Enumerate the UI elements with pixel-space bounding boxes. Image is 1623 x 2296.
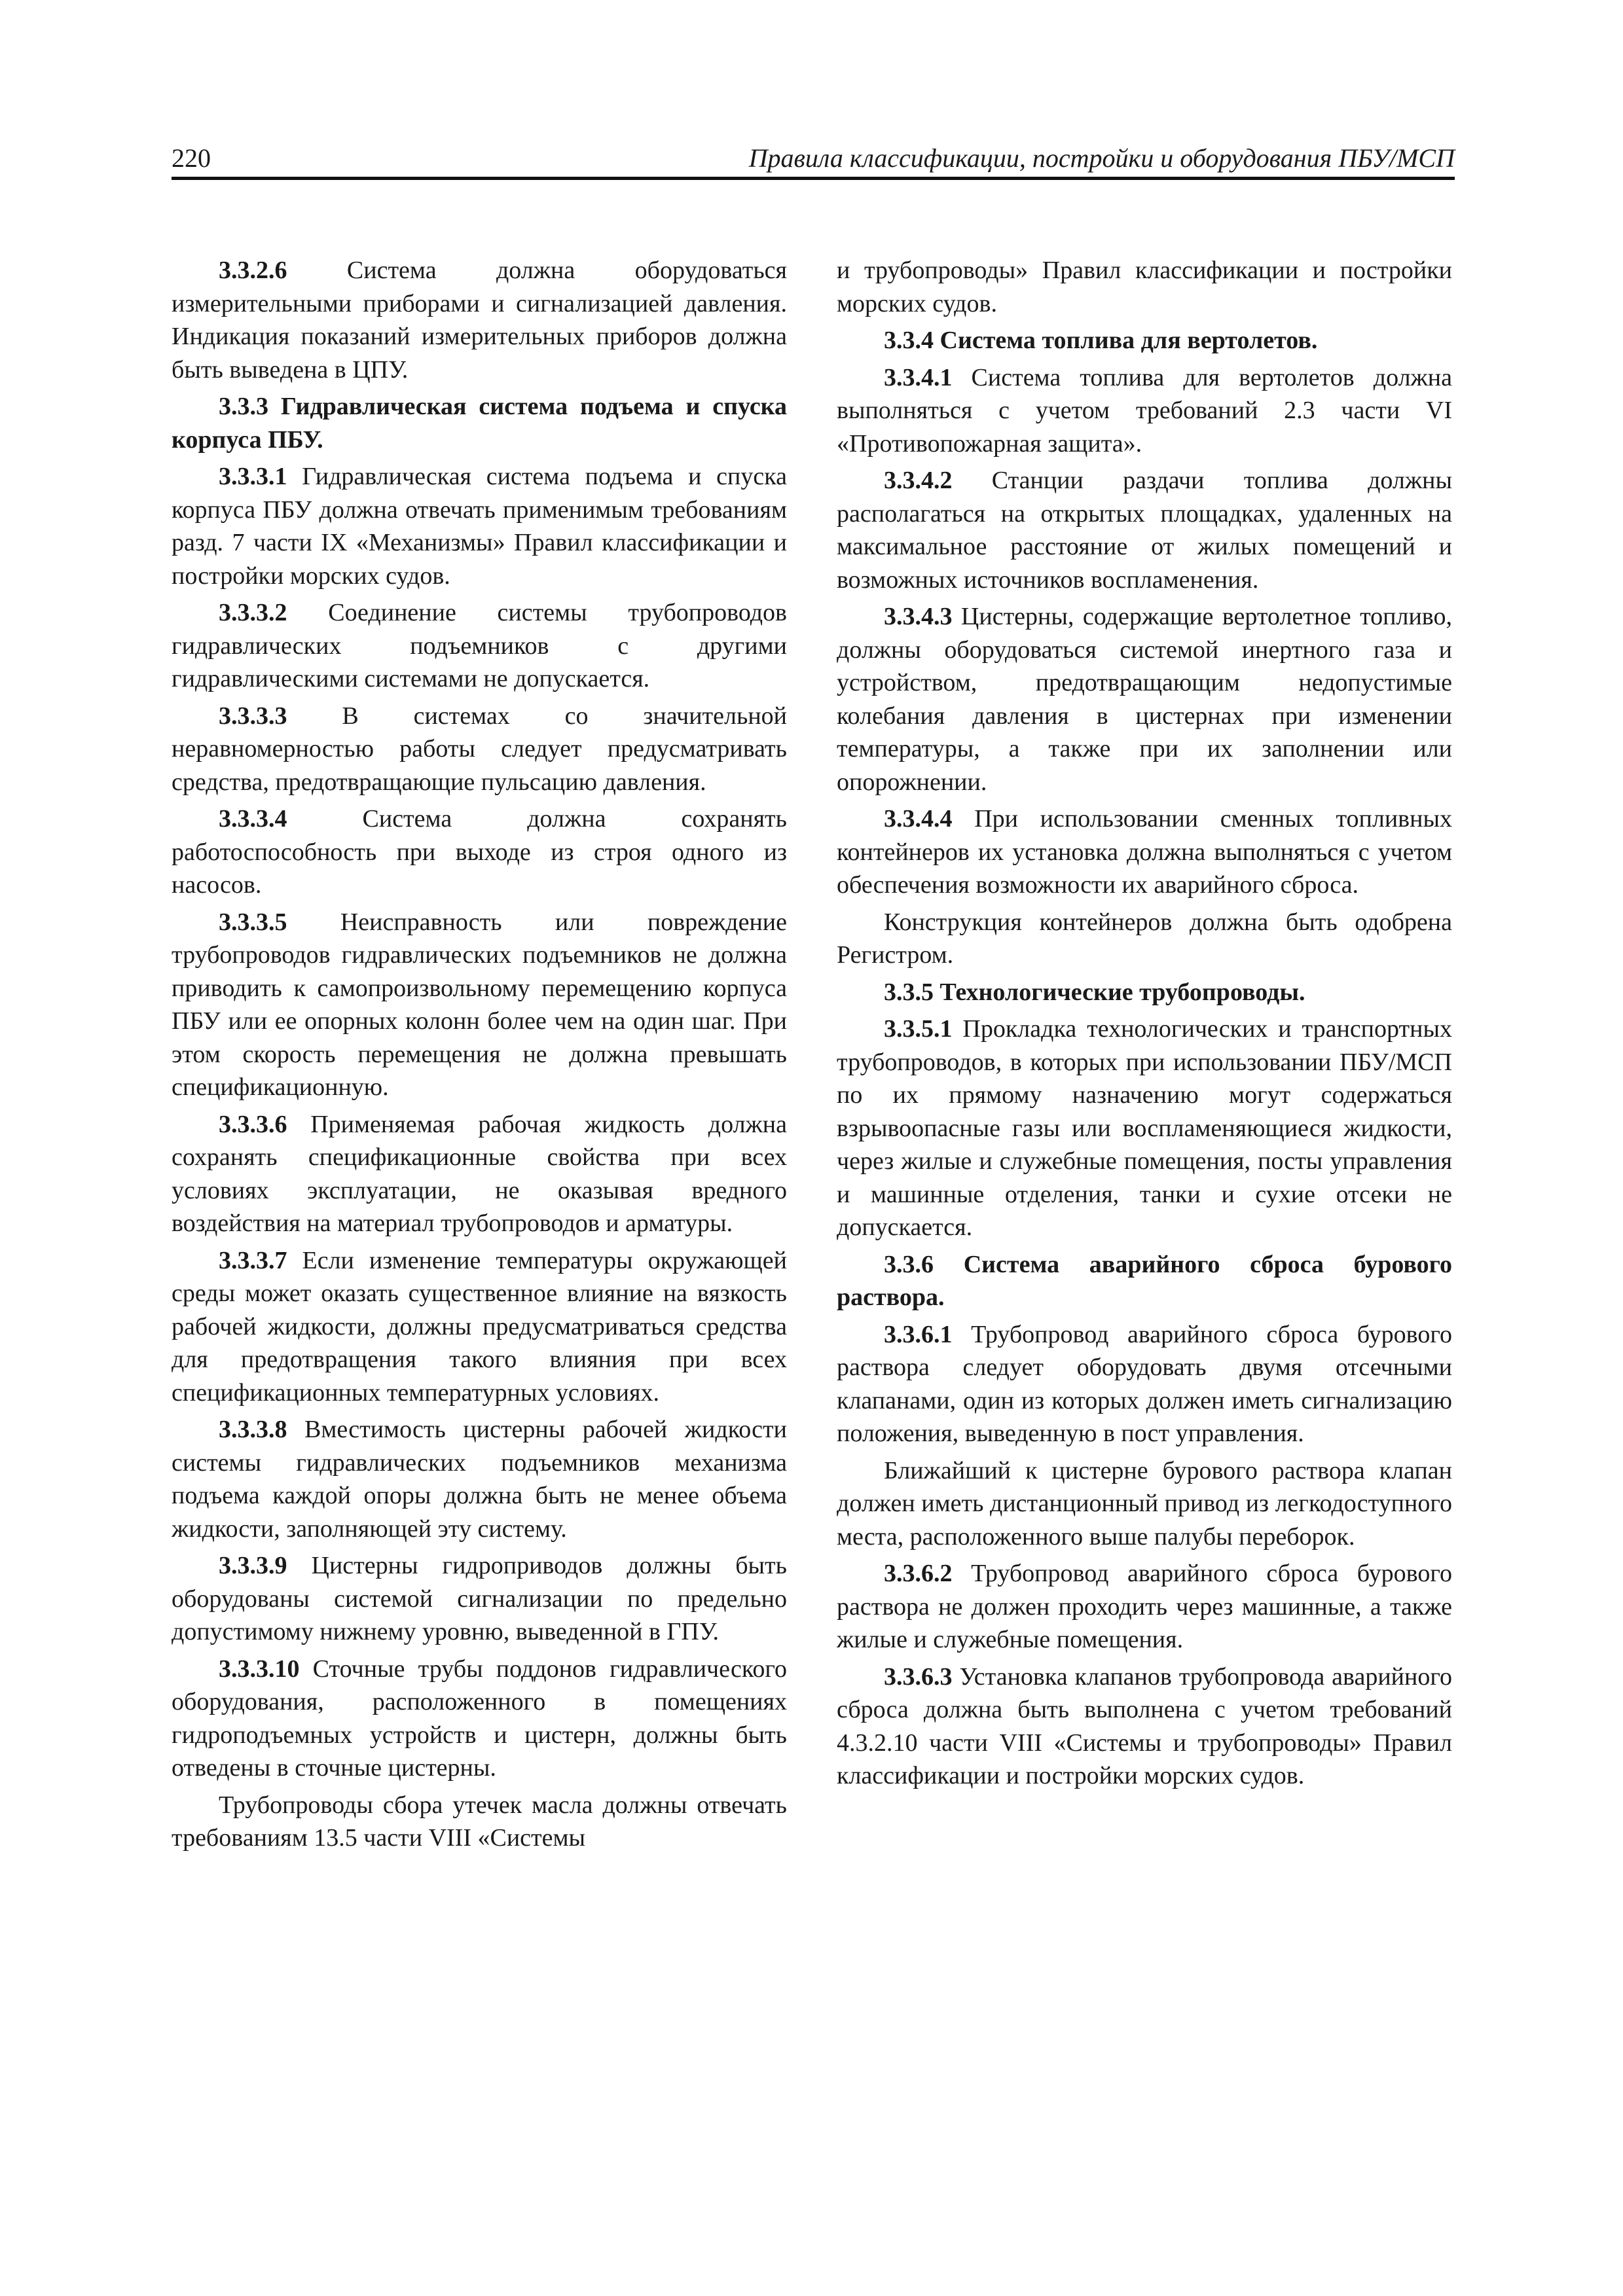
- paragraph-3-3-4-2: [837, 464, 1452, 596]
- paragraph-3-3-3-8: [172, 1413, 787, 1545]
- clause-text: Применяемая рабочая жидкость должна сохранять спецификационные свойства при всех условиях эксплуатации, не оказывая вредного воздействия на материал трубопроводов и арматуры.: [172, 1110, 787, 1237]
- paragraph-3-3-3-9: [172, 1549, 787, 1649]
- section-heading-3-3-3: 3.3.3 Гидравлическая система подъема и спуска корпуса ПБУ.: [172, 393, 787, 454]
- clause-number: 3.3.4.4: [884, 805, 953, 833]
- clause-text: Соединение системы трубопроводов гидравлических подъемников с другими гидравлическими системами не допускается.: [172, 599, 787, 692]
- paragraph-3-3-4-1: [837, 361, 1452, 461]
- paragraph-3-3-3-7: [172, 1244, 787, 1410]
- clause-number: 3.3.3.10: [219, 1655, 300, 1683]
- paragraph-3-3-6-1: [837, 1318, 1452, 1450]
- clause-number: 3.3.2.6: [219, 257, 287, 284]
- clause-number: 3.3.3.7: [219, 1246, 287, 1274]
- clause-text: Станции раздачи топлива должны располагаться на открытых площадках, удаленных на максимальное расстояние от жилых помещений и возможных источников воспламенения.: [837, 467, 1452, 594]
- clause-text: Сточные трубы поддонов гидравлического оборудования, расположенного в помещениях гидроподъемных устройств и цистерн, должны быть отведены в сточные цистерны.: [172, 1655, 787, 1782]
- clause-text: Система должна сохранять работоспособность при выходе из строя одного из насосов.: [172, 805, 787, 899]
- section-heading-3-3-6: 3.3.6 Система аварийного сброса бурового раствора.: [837, 1250, 1452, 1311]
- paragraph-3-3-3-5: [172, 906, 787, 1104]
- clause-text: Цистерны, содержащие вертолетное топливо, должны оборудоваться системой инертного газа и устройством, предотвращающим недопустимые колебания давления в цистернах при изменении температуры, а также при их заполнении или опорожнении.: [837, 603, 1452, 796]
- clause-number: 3.3.3.1: [219, 463, 287, 490]
- clause-text: Цистерны гидроприводов должны быть оборудованы системой сигнализации по предельно допустимому нижнему уровню, выведенной в ГПУ.: [172, 1552, 787, 1645]
- paragraph-3-3-4-4: [837, 802, 1452, 902]
- section-heading-3-3-4: 3.3.4 Система топлива для вертолетов.: [884, 327, 1318, 354]
- right-column: [837, 254, 1452, 1797]
- clause-number: 3.3.5.1: [884, 1015, 953, 1043]
- clause-text: Система топлива для вертолетов должна выполняться с учетом требований 2.3 части VI «Противопожарная защита».: [837, 363, 1452, 457]
- paragraph-3-3-2-6: [172, 254, 787, 386]
- running-title: Правила классификации, постройки и оборудования ПБУ/МСП: [748, 143, 1455, 173]
- clause-number: 3.3.3.3: [219, 702, 287, 730]
- paragraph-continuation: и трубопроводы» Правил классификации и постройки морских судов.: [837, 257, 1452, 317]
- left-column: [172, 254, 787, 1859]
- clause-text: При использовании сменных топливных контейнеров их установка должна выполняться с учетом обеспечения возможности их аварийного сброса.: [837, 805, 1452, 899]
- paragraph-3-3-3-1: [172, 460, 787, 592]
- paragraph-nearest-valve: Ближайший к цистерне бурового раствора клапан должен иметь дистанционный привод из легкодоступного места, расположенного выше палубы переборок.: [837, 1456, 1452, 1551]
- paragraph-3-3-3-2: [172, 596, 787, 696]
- clause-number: 3.3.3.6: [219, 1110, 287, 1138]
- paragraph-3-3-4-3: [837, 600, 1452, 798]
- paragraph-3-3-3-6: [172, 1108, 787, 1240]
- clause-text: Трубопровод аварийного сброса бурового раствора не должен проходить через машинные, а также жилые и служебные помещения.: [837, 1560, 1452, 1653]
- clause-text: В системах со значительной неравномерностью работы следует предусматривать средства, предотвращающие пульсацию давления.: [172, 702, 787, 796]
- clause-number: 3.3.4.3: [884, 603, 953, 630]
- clause-number: 3.3.4.1: [884, 363, 953, 391]
- clause-text: Система должна оборудоваться измерительными приборами и сигнализацией давления. Индикация показаний измерительных приборов должна быть выведена в ЦПУ.: [172, 257, 787, 384]
- clause-text: Если изменение температуры окружающей среды может оказать существенное влияние на вязкость рабочей жидкости, должны предусматриваться средства для предотвращения такого влияния при всех спецификационных температурных условиях.: [172, 1246, 787, 1407]
- clause-number: 3.3.6.2: [884, 1560, 953, 1587]
- paragraph-3-3-3-10: [172, 1653, 787, 1785]
- clause-number: 3.3.3.9: [219, 1552, 287, 1579]
- clause-number: 3.3.3.4: [219, 805, 287, 833]
- clause-text: Трубопровод аварийного сброса бурового раствора следует оборудовать двумя отсечными клапанами, один из которых должен иметь сигнализацию положения, выведенную в пост управления.: [837, 1320, 1452, 1447]
- clause-number: 3.3.3.2: [219, 599, 287, 626]
- paragraph-3-3-6-2: [837, 1557, 1452, 1657]
- paragraph-3-3-6-3: [837, 1660, 1452, 1793]
- clause-number: 3.3.6.1: [884, 1320, 953, 1348]
- clause-text: Установка клапанов трубопровода аварийного сброса должна быть выполнена с учетом требований 4.3.2.10 части VIII «Системы и трубопроводы» Правил классификации и постройки морских судов.: [837, 1662, 1452, 1789]
- page-number: 220: [172, 143, 211, 173]
- clause-text: Прокладка технологических и транспортных трубопроводов, в которых при использовании ПБУ/МСП по их прямому назначению могут содержаться взрывоопасные газы или воспламеняющиеся жидкости, через жилые и служебные помещения, посты управления и машинные отделения, танки и сухие отсеки не допускается.: [837, 1015, 1452, 1241]
- paragraph-oil-leak-pipes: Трубопроводы сбора утечек масла должны отвечать требованиям 13.5 части VIII «Системы: [172, 1791, 787, 1852]
- clause-number: 3.3.6.3: [884, 1662, 953, 1691]
- clause-number: 3.3.4.2: [884, 467, 953, 494]
- paragraph-3-3-3-4: [172, 802, 787, 902]
- clause-text: Вместимость цистерны рабочей жидкости системы гидравлических подъемников механизма подъема каждой опоры должна быть не менее объема жидкости, заполняющей эту систему.: [172, 1416, 787, 1543]
- paragraph-3-3-3-3: [172, 700, 787, 799]
- clause-text: Неисправность или повреждение трубопроводов гидравлических подъемников не должна приводить к самопроизвольному перемещению корпуса ПБУ или ее опорных колонн более чем на один шаг. При этом скорость перемещения не должна превышать спецификационную.: [172, 908, 787, 1101]
- clause-text: Гидравлическая система подъема и спуска корпуса ПБУ должна отвечать применимым требованиям разд. 7 части IX «Механизмы» Правил классификации и постройки морских судов.: [172, 463, 787, 590]
- paragraph-3-3-5-1: [837, 1013, 1452, 1244]
- clause-number: 3.3.3.5: [219, 908, 287, 936]
- page-header: [172, 143, 1455, 180]
- clause-number: 3.3.3.8: [219, 1416, 287, 1443]
- paragraph-container-approval: Конструкция контейнеров должна быть одобрена Регистром.: [837, 908, 1452, 969]
- section-heading-3-3-5: 3.3.5 Технологические трубопроводы.: [884, 978, 1305, 1006]
